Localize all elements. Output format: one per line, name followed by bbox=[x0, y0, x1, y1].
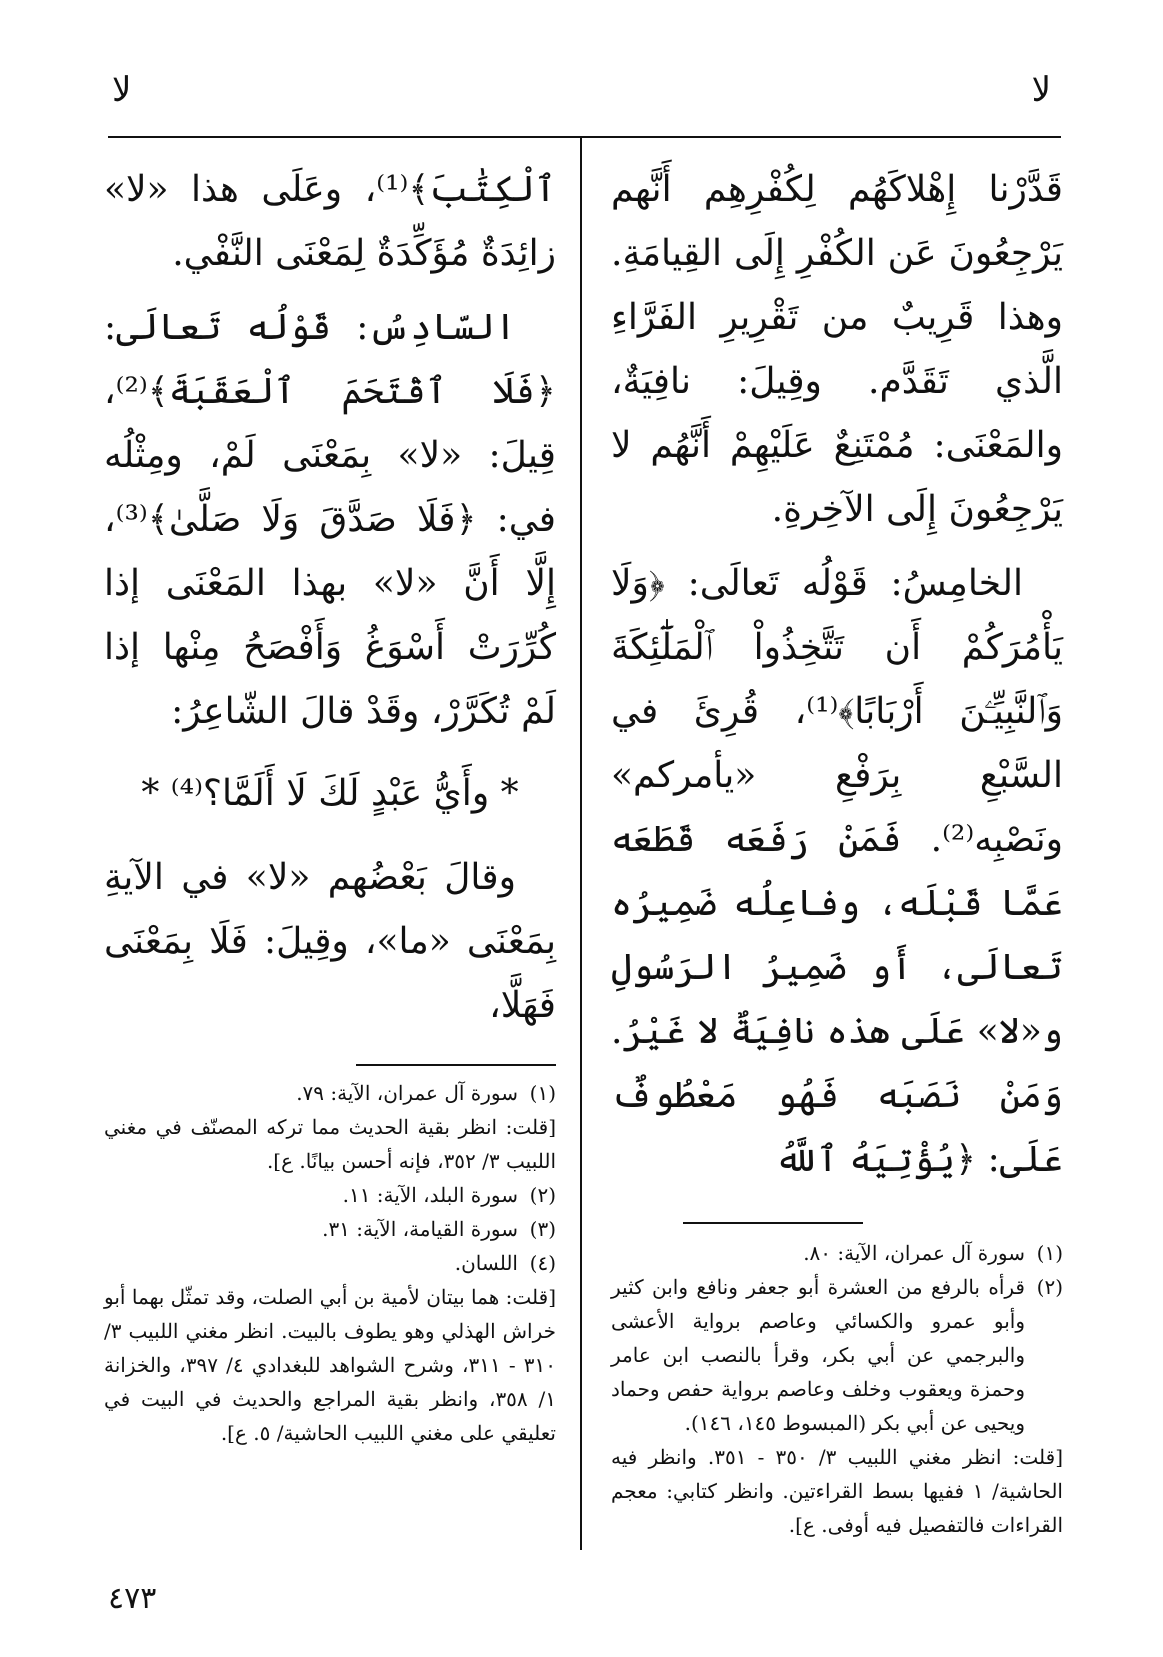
footnote-text: سورة البلد، الآية: ١١. bbox=[342, 1183, 518, 1207]
footnote-text: اللسان. bbox=[454, 1251, 518, 1275]
footnote-number: (٢) bbox=[1036, 1275, 1063, 1299]
footnote-item bbox=[104, 1212, 556, 1246]
left-paragraph-1: ٱلْكِتَٰبَ﴾⁽¹⁾، وعَلَى هذا «لا» زائِدَةٌ مُؤَكِّدَةٌ لِمَعْنَى النَّفْي. bbox=[104, 169, 556, 274]
footnote-text: سورة آل عمران، الآية: ٧٩. bbox=[296, 1081, 518, 1105]
right-paragraph-1: قَدَّرْنا إِهْلاكَهُم لِكُفْرِهِم أَنَّهم يَرْجِعُونَ عَن الكُفْرِ إِلَى القِيامَةِ. وهذا قَرِيبٌ من تَقْرِيرِ الفَرَّاءِ الَّذي تَقَدَّم. وقِيلَ: نافِيَةٌ، والمَعْنَى: مُمْتَنِعٌ عَلَيْهِمْ أَنَّهُم لا يَرْجِعُونَ إِلَى الآخِرةِ. bbox=[611, 169, 1063, 530]
right-footnotes bbox=[611, 1236, 1063, 1542]
running-header-right: لا bbox=[1031, 70, 1051, 110]
right-column-body bbox=[611, 158, 1063, 1192]
header-rule bbox=[108, 136, 1061, 138]
right-footnote-rule bbox=[683, 1222, 863, 1224]
left-paragraph-3: وقالَ بَعْضُهم «لا» في الآيةِ بِمَعْنَى «ما»، وقِيلَ: فَلَا بِمَعْنَى فَهَلَّا، bbox=[104, 857, 556, 1026]
page-number: ٤٧٣ bbox=[108, 1581, 157, 1616]
editor-note: [قلت: انظر مغني اللبيب ٣/ ٣٥٠ - ٣٥١. وانظر فيه الحاشية/ ١ ففيها بسط القراءتين. وانظر كتابي: معجم القراءات فالتفصيل فيه أوفى. ع]. bbox=[611, 1445, 1064, 1537]
footnote-number: (١) bbox=[529, 1081, 556, 1105]
footnote-text: سورة القيامة، الآية: ٣١. bbox=[322, 1217, 518, 1241]
footnote-number: (٣) bbox=[529, 1217, 556, 1241]
running-header-left: لا bbox=[112, 70, 132, 110]
right-paragraph-2: الخامِسُ: قَوْلُه تَعالَى: ﴿وَلَا يَأْمُرَكُمْ أَن تَتَّخِذُواْ ٱلْمَلَٰٓئِكَةَ وَٱلنَّبِيِّـۧنَ أَرْبَابًا﴾⁽¹⁾، قُرِئَ في السَّبْعِ بِرَفْعِ «يأمركم» ونَصْبِه⁽²⁾. فَمَنْ رَفَعَه قَطَعَه عَمَّا قَبْلَه، وفاعِلُه ضَمِيرُه تَعالَى، أَو ضَمِيرُ الرَسُولِ و«لا» عَلَى هذه نافِيَةٌ لا غَيْرُ. وَمَنْ نَصَبَه فَهُو مَعْطُوفٌ عَلَى: ﴿يُؤْتِيَهُ ٱللَّهُ bbox=[611, 563, 1064, 1180]
footnote-text: قرأه بالرفع من العشرة أبو جعفر ونافع وابن كثير وأبو عمرو والكسائي وعاصم برواية الأعشى والبرجمي عن أبي بكر، وقرأ بالنصب ابن عامر وحمزة ويعقوب وخلف وعاصم برواية حفص وحماد ويحيى عن أبي بكر (المبسوط ١٤٥، ١٤٦). bbox=[611, 1275, 1025, 1435]
footnote-item bbox=[104, 1076, 556, 1110]
editor-note: [قلت: هما بيتان لأمية بن أبي الصلت، وقد تمثّل بهما أبو خراش الهذلي وهو يطوف بالبيت. انظر مغني اللبيب ٣/ ٣١٠ - ٣١١، وشرح الشواهد للبغدادي ٤/ ٣٩٧، والخزانة ١/ ٣٥٨، وانظر بقية المراجع والحديث في البيت في تعليقي على مغني اللبيب الحاشية/ ٥. ع]. bbox=[104, 1285, 556, 1445]
footnote-item bbox=[611, 1270, 1063, 1440]
footnote-item bbox=[104, 1178, 556, 1212]
left-footnotes bbox=[104, 1076, 556, 1450]
column-divider bbox=[580, 138, 582, 1550]
footnote-number: (١) bbox=[1036, 1241, 1063, 1265]
footnote-number: (٤) bbox=[529, 1251, 556, 1275]
footnote-number: (٢) bbox=[529, 1183, 556, 1207]
footnote-item bbox=[104, 1246, 556, 1280]
left-column-body bbox=[104, 158, 556, 1038]
right-column bbox=[611, 158, 1063, 1542]
left-column bbox=[104, 158, 556, 1450]
poetry-verse: * وأَيُّ عَبْدٍ لَكَ لَا أَلَمَّا؟⁽⁴⁾ * bbox=[141, 773, 519, 814]
left-paragraph-2: السّادِسُ: قَوْلُه تَعالَى: ﴿فَلَا ٱقْتَحَمَ ٱلْعَقَبَةَ﴾⁽²⁾، قِيلَ: «لا» بِمَعْنَى لَمْ، ومِثْلُه في: ﴿فَلَا صَدَّقَ وَلَا صَلَّىٰ﴾⁽³⁾، إِلَّا أَنَّ «لا» بهذا المَعْنَى إذا كُرِّرَتْ أَسْوَغُ وَأَفْصَحُ مِنْها إذا لَمْ تُكَرَّرْ، وقَدْ قالَ الشّاعِرُ: bbox=[104, 307, 556, 732]
editor-note: [قلت: انظر بقية الحديث مما تركه المصنّف في مغني اللبيب ٣/ ٣٥٢، فإنه أحسن بيانًا. ع]. bbox=[104, 1115, 556, 1173]
footnote-item bbox=[611, 1236, 1063, 1270]
footnote-text: سورة آل عمران، الآية: ٨٠. bbox=[803, 1241, 1025, 1265]
left-footnote-rule bbox=[356, 1064, 556, 1066]
